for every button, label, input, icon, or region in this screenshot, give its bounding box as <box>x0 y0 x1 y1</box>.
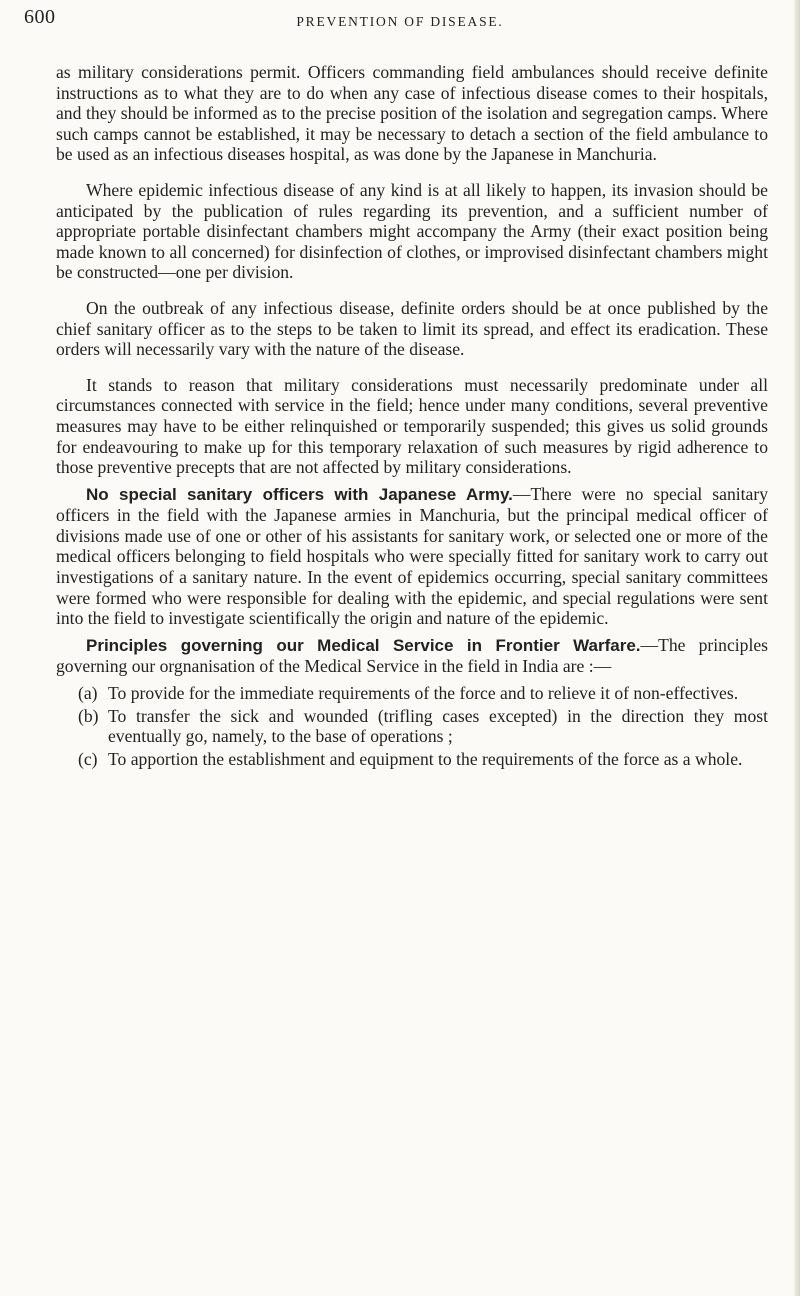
running-title: PREVENTION OF DISEASE. <box>296 14 504 29</box>
list-item-text: To apportion the establishment and equipment to the requirements of the force as a whole. <box>108 748 743 769</box>
section-text-japanese-army: —There were no special sanitary officers in the field with the Japanese armies in Manchuria, but the principal medical officer of divisions made use of one or other of his assistants for sanitary work, or selected one or more of the medical officers belonging to field hospitals who were specially fitted for sanitary work to carry out investigations of a sanitary nature. In the event of epidemics occurring, special sanitary committees were formed who were responsible for dealing with the epidemic, and special regulations were sent into the field to investigate scientifically the origin and nature of the epidemic. <box>56 483 768 629</box>
body-text <box>56 62 768 771</box>
page-number: 600 <box>24 6 56 28</box>
list-marker: (b) <box>78 705 99 726</box>
paragraph-2: Where epidemic infectious disease of any kind is at all likely to happen, its invasion should be anticipated by the publication of rules regarding its prevention, and a sufficient number of appropriate portable disinfectant chambers might accompany the Army (their exact position being made known to all concerned) for disinfection of clothes, or improvised disinfectant chambers might be constructed—one per division. <box>56 179 768 283</box>
section-heading-japanese-army: No special sanitary officers with Japanese Army. <box>86 484 513 504</box>
principles-list <box>56 683 768 769</box>
list-marker: (a) <box>78 683 98 704</box>
paragraph-4: It stands to reason that military considerations must necessarily predominate under all circumstances connected with service in the field; hence under many conditions, several preventive measures may have to be either relinquished or temporarily suspended; this gives us solid grounds for endeavouring to make up for this temporary relaxation of such measures by rigid adherence to those preventive precepts that are not affected by military considerations. <box>56 374 768 478</box>
list-item-text: To transfer the sick and wounded (trifling cases excepted) in the direction they most eventually go, namely, to the base of operations ; <box>108 705 768 747</box>
paragraph-1: as military considerations permit. Officers commanding field ambulances should receive definite instructions as to what they are to do when any case of infectious disease comes to their hospitals, and they should be informed as to the precise position of the isolation and segregation camps. Where such camps cannot be established, it may be necessary to detach a section of the field ambulance to be used as an infectious diseases hospital, as was done by the Japanese in Manchuria. <box>56 62 768 165</box>
section-japanese-army <box>56 484 768 629</box>
section-heading-frontier-warfare: Principles governing our Medical Service in Frontier Warfare. <box>86 635 641 655</box>
list-item <box>56 706 768 747</box>
paragraph-3: On the outbreak of any infectious disease, definite orders should be at once published by the chief sanitary officer as to the steps to be taken to limit its spread, and effect its eradication. These orders will necessarily vary with the nature of the disease. <box>56 297 768 360</box>
list-item <box>56 683 768 704</box>
section-text-frontier-warfare: —The principles governing our orgnanisation of the Medical Service in the field in India are :— <box>56 634 768 677</box>
page-edge-shadow <box>794 0 800 1296</box>
list-item <box>56 749 768 770</box>
section-frontier-warfare <box>56 635 768 677</box>
list-marker: (c) <box>78 748 98 769</box>
list-item-text: To provide for the immediate requirements of the force and to relieve it of non-effectives. <box>108 683 739 704</box>
